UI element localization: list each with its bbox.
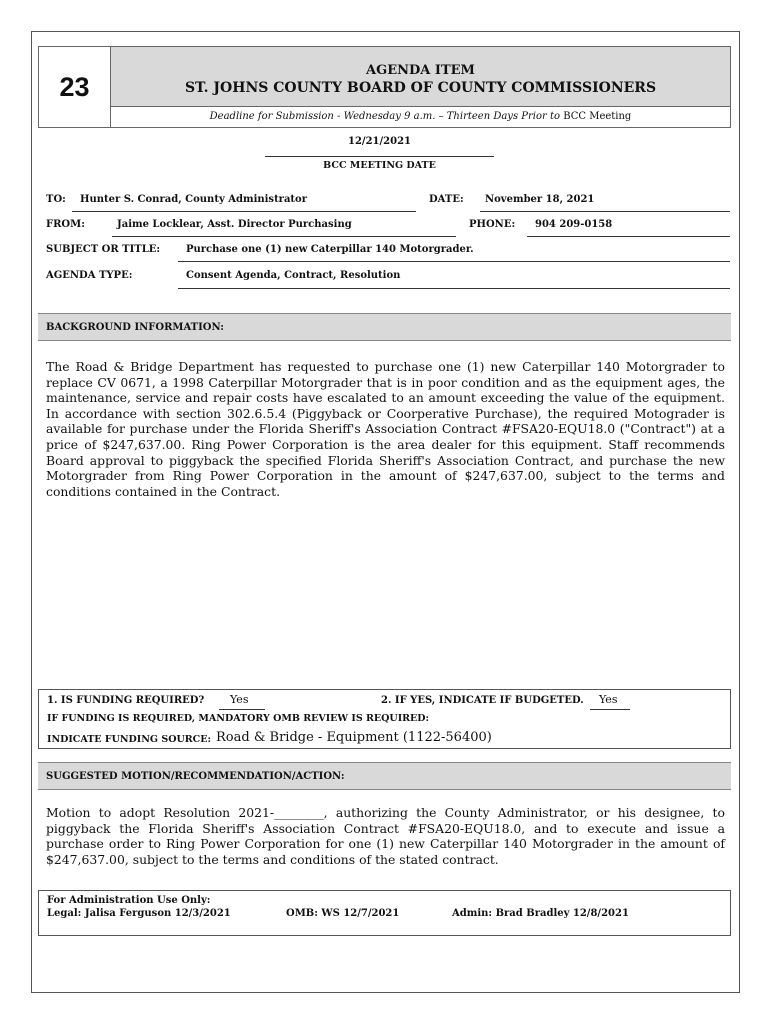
title-line2: ST. JOHNS COUNTY BOARD OF COUNTY COMMISSIONERS [184,80,657,96]
agenda-form [31,31,740,993]
admin-box [38,890,731,936]
admin-heading: For Administration Use Only: [47,895,211,906]
motion-heading: SUGGESTED MOTION/RECOMMENDATION/ACTION: [38,762,731,790]
funding-q2-underline [590,709,630,710]
deadline-note [111,107,730,127]
meeting-date: 12/21/2021 [348,136,411,147]
from-underline [112,236,456,237]
item-number: 23 [39,47,111,127]
meeting-date-line [265,156,494,157]
funding-q1-underline [219,709,265,710]
header-title [111,47,730,107]
funding-q1-label: 1. IS FUNDING REQUIRED? [47,695,205,706]
funding-source-label: INDICATE FUNDING SOURCE: [47,734,211,745]
background-heading: BACKGROUND INFORMATION: [38,313,731,341]
deadline-tail: BCC Meeting [563,111,632,122]
admin-admin: Admin: Brad Bradley 12/8/2021 [452,908,629,919]
admin-omb: OMB: WS 12/7/2021 [286,908,400,919]
phone-underline [527,236,730,237]
funding-q2-value: Yes [599,693,618,706]
title-line1: AGENDA ITEM [366,63,475,78]
deadline-italic: Deadline for Submission - Wednesday 9 a.m. – Thirteen Days Prior to [209,111,560,122]
funding-q1-value: Yes [230,693,249,706]
background-text: The Road & Bridge Department has requested to purchase one (1) new Caterpillar 140 Motorgrader to replace CV 0671, a 1998 Caterpillar Motorgrader that is in poor condition and as the equipment ages, the maintenance, service and repair costs have escalated to an amount exceeding the value of the equipment. In accordance with section 302.6.5.4 (Piggyback or Coorperative Purchase), the required Motograder is available for purchase under the Florida Sheriff's Association Contract #FSA20-EQU18.0 ("Contract") at a price of $247,637.00. Ring Power Corporation is the area dealer for this equipment. Staff recommends Board approval to piggyback the specified Florida Sheriff's Association Contract, and purchase the new Motorgrader from Ring Power Corporation in the amount of $247,637.00, subject to the terms and conditions contained in the Contract. [46,359,725,499]
subject-underline [178,261,730,262]
funding-source-value: Road & Bridge - Equipment (1122-56400) [216,730,492,745]
admin-legal: Legal: Jalisa Ferguson 12/3/2021 [47,908,231,919]
header-box [38,46,731,128]
date-value: November 18, 2021 [485,194,595,205]
from-value: Jaime Locklear, Asst. Director Purchasing [117,219,352,230]
from-label: FROM: [46,219,85,230]
agenda-type-label: AGENDA TYPE: [46,270,133,281]
to-label: TO: [46,194,66,205]
phone-value: 904 209-0158 [535,219,613,230]
date-underline [480,211,730,212]
subject-label: SUBJECT OR TITLE: [46,244,161,255]
date-label: DATE: [429,194,464,205]
agenda-type-underline [178,288,730,289]
omb-note: IF FUNDING IS REQUIRED, MANDATORY OMB REVIEW IS REQUIRED: [47,713,430,724]
motion-text: Motion to adopt Resolution 2021-________, authorizing the County Administrator, or his designee, to piggyback the Florida Sheriff's Association Contract #FSA20-EQU18.0, and to execute and issue a purchase order to Ring Power Corporation for one (1) new Caterpillar 140 Motorgrader in the amount of $247,637.00, subject to the terms and conditions of the stated contract. [46,805,725,867]
phone-label: PHONE: [469,219,516,230]
subject-value: Purchase one (1) new Caterpillar 140 Motorgrader. [186,244,474,255]
agenda-type-value: Consent Agenda, Contract, Resolution [186,270,401,281]
funding-box [38,689,731,749]
funding-q2-label: 2. IF YES, INDICATE IF BUDGETED. [381,695,584,706]
meeting-date-label: BCC MEETING DATE [323,160,436,171]
to-value: Hunter S. Conrad, County Administrator [80,194,307,205]
to-underline [72,211,416,212]
